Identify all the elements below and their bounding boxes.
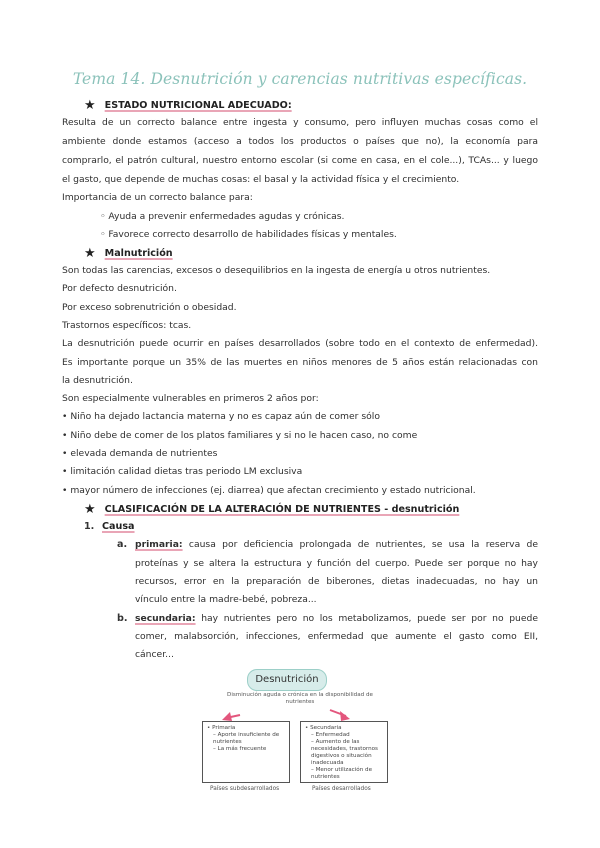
text-line: La desnutrición puede ocurrir en países desarrollados (sobre todo en el contexto de enfermedad). bbox=[62, 338, 538, 349]
star-icon: ★ bbox=[84, 246, 96, 261]
list-item: • mayor número de infecciones (ej. diarrea) que afectan crecimiento y estado nutricional. bbox=[62, 485, 476, 496]
section-heading-malnutricion: ★ Malnutrición bbox=[84, 246, 173, 261]
primaria-line: proteínas y se altera la estructura y función del cuerpo. Puede ser porque no hay bbox=[135, 558, 538, 569]
primaria-line: primaria: causa por deficiencia prolongada de nutrientes, se usa la reserva de bbox=[135, 539, 539, 550]
text-line: Son especialmente vulnerables en primeros 2 años por: bbox=[62, 393, 319, 404]
item-letter-a: a. bbox=[117, 539, 128, 550]
item-number: 1. bbox=[84, 521, 95, 532]
list-item: • Niño ha dejado lactancia materna y no es capaz aún de comer sólo bbox=[62, 411, 380, 422]
text-line: Por defecto desnutrición. bbox=[62, 283, 177, 294]
diagram-title: Desnutrición bbox=[247, 669, 327, 691]
section-heading-clasificacion: ★ CLASIFICACIÓN DE LA ALTERACIÓN DE NUTRIENTES - desnutrición bbox=[84, 502, 460, 517]
arrow-left-head-icon bbox=[222, 712, 232, 721]
list-item: • Niño debe de comer de los platos familiares y si no le hacen caso, no come bbox=[62, 430, 418, 441]
text-line: Es importante porque un 35% de las muertes en niños menores de 5 años están relacionadas con bbox=[62, 357, 538, 368]
diagram-subtitle: Disminución aguda o crónica en la disponibilidad de nutrientes bbox=[227, 692, 373, 705]
list-item: • elevada demanda de nutrientes bbox=[62, 448, 218, 459]
primaria-line: vínculo entre la madre-bebé, pobreza... bbox=[135, 594, 317, 605]
list-item: • limitación calidad dietas tras periodo LM exclusiva bbox=[62, 466, 303, 477]
star-icon: ★ bbox=[84, 502, 96, 517]
arrow-right-head-icon bbox=[340, 711, 350, 721]
secundaria-line: cáncer... bbox=[135, 649, 174, 660]
secundaria-line: comer, malabsorción, infecciones, enfermedad que aumente el gasto como EII, bbox=[135, 631, 538, 642]
diagram-box-secundaria: • Secundaria – Enfermedad – Aumento de las necesidades, trastornos digestivos o situación inadecuada – Menor utilización de nutrientes bbox=[300, 721, 388, 783]
diagram-box-primaria: • Primaria – Aporte insuficiente de nutrientes – La más frecuente bbox=[202, 721, 290, 783]
list-item: ◦ Ayuda a prevenir enfermedades agudas y crónicas. bbox=[100, 211, 345, 222]
text-line: Por exceso sobrenutrición o obesidad. bbox=[62, 302, 237, 313]
primaria-line: recursos, error en la preparación de biberones, dietas inadecuadas, no hay un bbox=[135, 576, 538, 587]
desnutricion-diagram bbox=[200, 668, 400, 798]
diagram-arrows bbox=[200, 668, 400, 728]
importance-line: Importancia de un correcto balance para: bbox=[62, 192, 253, 203]
page-title: Tema 14. Desnutrición y carencias nutritivas específicas. bbox=[72, 70, 528, 88]
secundaria-line: secundaria: hay nutrientes pero no los metabolizamos, puede ser por no puede bbox=[135, 613, 539, 624]
item-letter-b: b. bbox=[117, 613, 128, 624]
section-heading-estado: ★ ESTADO NUTRICIONAL ADECUADO: bbox=[84, 98, 292, 113]
diagram-caption-right: Países desarrollados bbox=[312, 786, 371, 792]
paragraph-line: Resulta de un correcto balance entre ingesta y consumo, pero influyen muchas cosas como el bbox=[62, 117, 538, 128]
text-line: Son todas las carencias, excesos o desequilibrios en la ingesta de energía u otros nutrientes. bbox=[62, 265, 491, 276]
diagram-caption-left: Países subdesarrollados bbox=[210, 786, 280, 792]
paragraph-line: el gasto, que depende de muchas cosas: el basal y la actividad física y el crecimiento. bbox=[62, 174, 460, 185]
paragraph-line: ambiente donde estamos (acceso a todos los productos o países que no), la economía para bbox=[62, 136, 538, 147]
paragraph-line: comprarlo, el patrón cultural, nuestro entorno escolar (si come en casa, en el cole...), TCAs... y luego bbox=[62, 155, 538, 166]
item-label: Causa bbox=[102, 521, 135, 532]
star-icon: ★ bbox=[84, 98, 96, 113]
text-line: Trastornos específicos: tcas. bbox=[62, 320, 192, 331]
text-line: la desnutrición. bbox=[62, 375, 133, 386]
list-item: ◦ Favorece correcto desarrollo de habilidades físicas y mentales. bbox=[100, 229, 397, 240]
